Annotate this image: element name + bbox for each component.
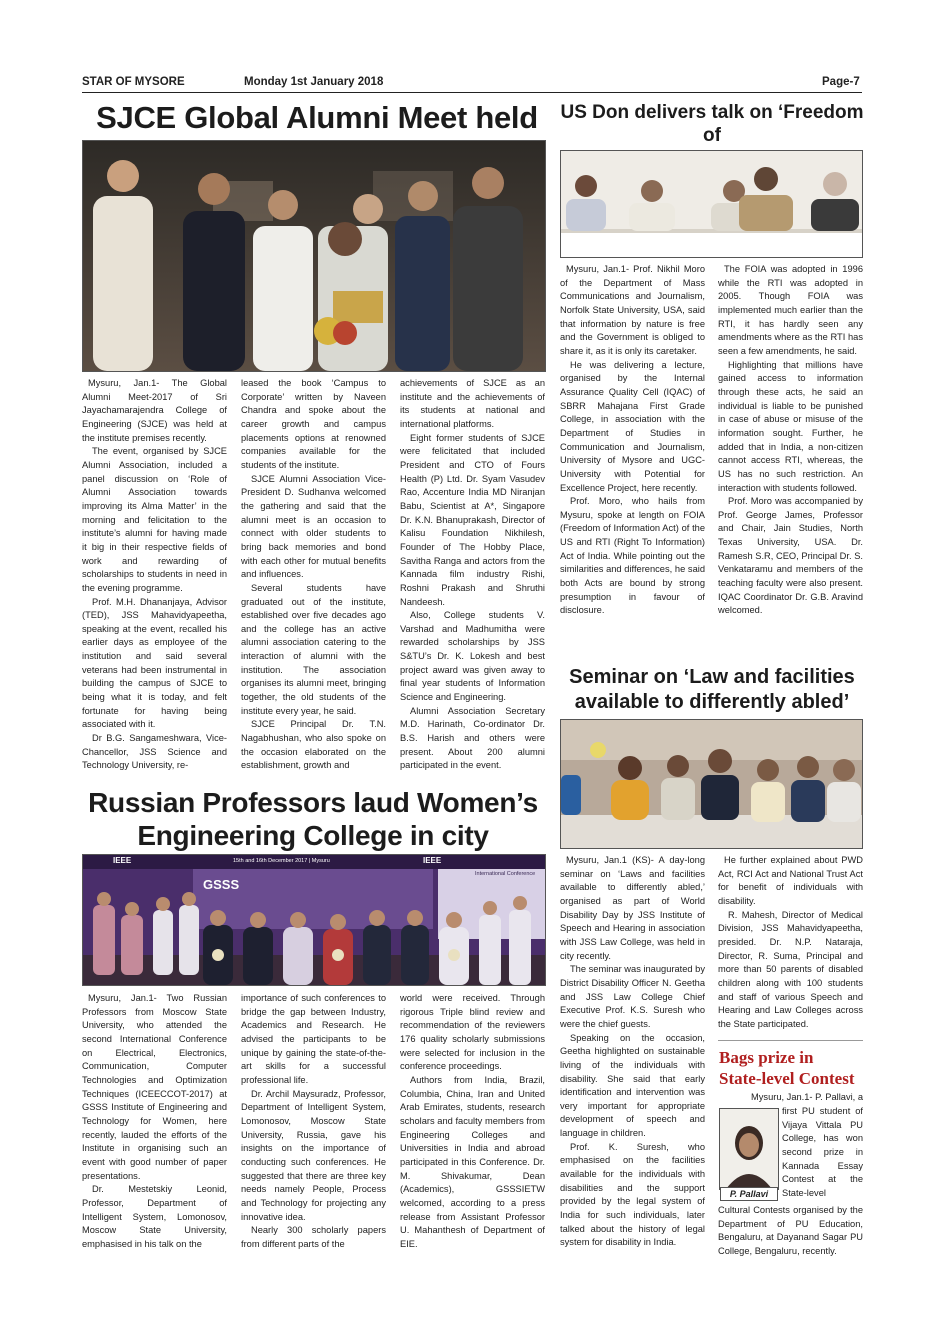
alumni-column-2 [241, 377, 386, 783]
alumni-paragraph: SJCE Principal Dr. T.N. Nagabhushan, who also spoke on the occasion elaborated on the establishment, growth and [241, 719, 386, 771]
bags-headline-line-1: Bags prize in [719, 1048, 814, 1067]
russian-paragraph: Dr. Archil Maysuradz, Professor, Department of Intelligent System, Lomonosov, Moscow State University, Russia, gave his insights on the importance of conducting such conferences. He suggested that there are three key needs namely People, Process and Technology for projecting any innovative idea. [241, 1088, 386, 1222]
usdon-paragraph: Prof. Moro, who hails from Mysuru, spoke at length on FOIA (Freedom of Information Act) of the US and RTI (Right To Information) Act of India. While pointing out the similarities and differences, he said both Acts are bound by strong presumption in favour of disclosure. [560, 496, 705, 616]
pallavi-photo [719, 1108, 779, 1190]
seminar-photo [560, 719, 863, 849]
russian-headline-line-2: Engineering College in city [137, 820, 489, 851]
russian-paragraph: Nearly 300 scholarly papers from different parts of the [241, 1225, 386, 1249]
russian-column-1 [82, 992, 227, 1262]
bags-headline [719, 1047, 864, 1089]
seminar-column-2 [718, 854, 863, 1039]
russian-paragraph: Authors from India, Brazil, Columbia, China, Iran and United Arab Emirates, students, research scholars and faculty members from Engineering Colleges and Universities in India and abroad participated in this Conference. Dr. M. Shivakumar, Dean (Academics), GSSSIETW welcomed, according to a press release from Assistant Professor U. Mahanthesh of Department of EIE. [400, 1074, 545, 1249]
alumni-headline: SJCE Global Alumni Meet held [96, 100, 538, 135]
seminar-paragraph: The seminar was inaugurated by District Disability Officer N. Geetha and JSS Law College Chief Executive Prof. K.S. Suresh who were the chief guests. [560, 964, 705, 1029]
russian-column-3 [400, 992, 545, 1262]
alumni-paragraph: Alumni Association Secretary M.D. Harinath, Co-ordinator Dr. B.S. Harish and others were present. About 200 alumni participated in the event. [400, 705, 545, 771]
seminar-headline-line-1: Seminar on ‘Law and facilities [569, 666, 855, 688]
seminar-column-1 [560, 854, 705, 1264]
usdon-column-2 [718, 263, 863, 658]
russian-paragraph: importance of such conferences to bridge the gap between Industry, Academics and Research. He advised the participants to be unique by gaining the state-of-the-art skills for a successful professional life. [241, 993, 386, 1085]
bags-headline-line-2: State-level Contest [719, 1069, 855, 1088]
usdon-paragraph: The FOIA was adopted in 1996 while the RTI was adopted in 2005. Though FOIA was implemented much earlier than the RTI, it has hardly seen any amendments where as the RTI has seen a few amendments, he said. [718, 264, 863, 356]
usdon-paragraph: Mysuru, Jan.1- Prof. Nikhil Moro of the Department of Mass Communications and Journalism, Norfolk State University, USA, said that information by nature is free and the Government is obliged to share it, as it is only its caretaker. [560, 264, 705, 356]
usdon-column-1 [560, 263, 705, 658]
seminar-photo-image [561, 720, 862, 848]
alumni-paragraph: The event, organised by SJCE Alumni Association, included a panel discussion on ‘Role of Alumni Association towards improving its Alma Matter’ in the morning and felicitation to the institute’s alumni for having made it big in their respective fields of work and rewarding of scholarships to students in need in the evening programme. [82, 446, 227, 593]
usdon-paragraph: He was delivering a lecture, organised by the Internal Assurance Quality Cell (IQAC) of SBRR Mahajana First Grade College, in association with the Department of Studies in Communication and Journalism, University of Mysore and UGC-University with Potential for Excellence Project, here recently. [560, 359, 705, 493]
bags-paragraph: first PU student of Vijaya Vittala PU College, has won second prize in Kannada Essay Contest at the State-level [782, 1106, 863, 1198]
russian-banner-org: GSSS [203, 877, 240, 892]
bags-divider [718, 1040, 863, 1041]
alumni-column-1 [82, 377, 227, 783]
bags-paragraph: Cultural Contests organised by the Department of PU Education, Bengaluru, at Dayanand Sagar PU College, Bengaluru, recently. [718, 1205, 863, 1256]
seminar-headline [556, 665, 868, 715]
bags-intro [728, 1091, 863, 1105]
paper-name: STAR OF MYSORE [82, 76, 185, 88]
alumni-paragraph: SJCE Alumni Association Vice-President D. Sudhanva welcomed the gathering and said that the alumni meet is an occasion to connect with older students to bring back memories and bond with each other for mutual benefits and influences. [241, 473, 386, 580]
alumni-paragraph: Also, College students V. Varshad and Madhumitha were rewarded scholarships by JSS S&TU’s Dr. K. Lokesh and best project award was given away to final year students of Information Science and Engineering. [400, 610, 545, 703]
russian-banner-conference: International Conference [475, 871, 536, 877]
alumni-paragraph: achievements of SJCE as an institute and the achievements of its students at national and international platforms. [400, 378, 545, 429]
seminar-paragraph: Speaking on the occasion, Geetha highlighted on sustainable living of the individuals with disability. She said that early identification and intervention was very important for appropriate development of speech and language in children. [560, 1032, 705, 1139]
bags-bottom-text [718, 1204, 863, 1260]
russian-banner-brand-right: IEEE [423, 856, 442, 865]
usdon-paragraph: Prof. Moro was accompanied by Prof. George James, Professor and Chair, Jain Studies, North Texas University, USA. Dr. Ramesh S.R, CEO, Principal Dr. S. Venkataramu and members of the teaching faculty were also present. IQAC Coordinator Dr. G.B. Aravind welcomed. [718, 496, 863, 616]
usdon-paragraph: Highlighting that millions have gained access to information through these acts, he said an individual is liable to be punished in case of abuse or misuse of the information sought. Further, he added that in India, a non-citizen cannot access RTI, whereas, the US has no such restriction. An interaction with students followed. [718, 359, 863, 493]
issue-date: Monday 1st January 2018 [244, 76, 384, 88]
alumni-paragraph: Dr B.G. Sangameshwara, Vice-Chancellor, JSS Science and Technology University, re- [82, 733, 227, 771]
alumni-paragraph: Prof. M.H. Dhananjaya, Advisor (TED), JSS Mahavidyapeetha, speaking at the event, recalled his earlier days as employee of the institution and said several veterans had been instrumental in building the campus of SJCE to being what it is today, and felt fortunate for having being associated with it. [82, 596, 227, 730]
alumni-photo-image [83, 141, 545, 371]
russian-photo [82, 854, 546, 986]
usdon-photo [560, 150, 863, 258]
russian-paragraph: Dr. Mestetskiy Leonid, Professor, Department of Intelligent System, Lomonosov, Moscow State University, emphasised in his talk on the [82, 1184, 227, 1249]
russian-paragraph: world were received. Through rigorous Triple blind review and recommendation of the reviewers 176 quality scholarly submissions were selected for inclusion in the conference proceedings. [400, 993, 545, 1072]
alumni-paragraph: Mysuru, Jan.1- The Global Alumni Meet-2017 of Sri Jayachamarajendra College of Engineering (SJCE) was held at the institute premises recently. [82, 378, 227, 443]
pallavi-caption: P. Pallavi [720, 1187, 778, 1201]
masthead-rule [82, 92, 862, 93]
alumni-paragraph: leased the book ‘Campus to Corporate’ written by Naveen Chandra and spoke about the career growth and campus placements options at renowned companies available for the students of the institute. [241, 378, 386, 470]
seminar-paragraph: R. Mahesh, Director of Medical Division, JSS Mahavidyapeetha, presided. Dr. N.P. Nataraja, Director, R. Suma, Principal and more than 50 parents of disabled children along with 100 students and staff of various Speech and Hearing and Law Colleges across the State participated. [718, 909, 863, 1029]
alumni-paragraph: Eight former students of SJCE were felicitated that included President and CTO of Fours Health (P) Ltd. Dr. Syam Vasudev Rao, Accenture India MD Niranjan Babu, Scientist at A*, Singapore Dr. K.N. Bhanuprakash, Director of Kalisu Foundation Nikhilesh, Founder of The Hobby Place, Savitha Ranga and actors from the Kannada film industry Rishi, Roshni Prakash and Shruthi Nandeesh. [400, 432, 545, 607]
russian-banner-dates: 15th and 16th December 2017 | Mysuru [233, 858, 330, 864]
usdon-photo-image [561, 151, 862, 257]
pallavi-photo-image [720, 1109, 778, 1189]
alumni-paragraph: Several students have graduated out of the institute, established over five decades ago and the college has an active alumni association catering to the interaction of alumni with the institution. The association organises its alumni meet, bringing together, the old students of the institute every year, he said. [241, 582, 386, 716]
bags-side-text [782, 1105, 863, 1205]
seminar-paragraph: He further explained about PWD Act, RCI Act and National Trust Act for benefit of individuals with disability. [718, 855, 863, 906]
alumni-column-3 [400, 377, 545, 783]
seminar-paragraph: Prof. K. Suresh, who emphasised on the facilities available for the individuals with disabilities and the support provided by the legal system of India for such individuals, later talked about the history of legal system for disability in India. [560, 1141, 705, 1248]
alumni-photo [82, 140, 546, 372]
russian-headline-line-1: Russian Professors laud Women’s [88, 787, 538, 818]
seminar-paragraph: Mysuru, Jan.1 (KS)- A day-long seminar on ‘Laws and facilities available to differently abled,’ organised as part of World Disability Day by JSS Institute of Speech and Hearing in association with JSS Law College, was held in city recently. [560, 855, 705, 961]
russian-headline [82, 786, 544, 852]
russian-paragraph: Mysuru, Jan.1- Two Russian Professors from Moscow State University, who attended the second International Conference on Electrical, Electronics, Communication, Computer Technologies and Optimization Techniques (ICEECCOT-2017) at GSSS Institute of Engineering and Technology for Women, here recently, lauded the efforts of the Institute in organising such an event with good number of paper presentations. [82, 993, 227, 1181]
seminar-headline-line-2: available to differently abled’ [574, 691, 850, 713]
usdon-headline-line-1: US Don delivers talk on ‘Freedom of [560, 102, 864, 146]
russian-banner-brand-left: IEEE [113, 856, 132, 865]
russian-column-2 [241, 992, 386, 1262]
page-number: Page-7 [822, 76, 860, 88]
bags-paragraph: Mysuru, Jan.1- P. Pallavi, a [751, 1092, 863, 1102]
